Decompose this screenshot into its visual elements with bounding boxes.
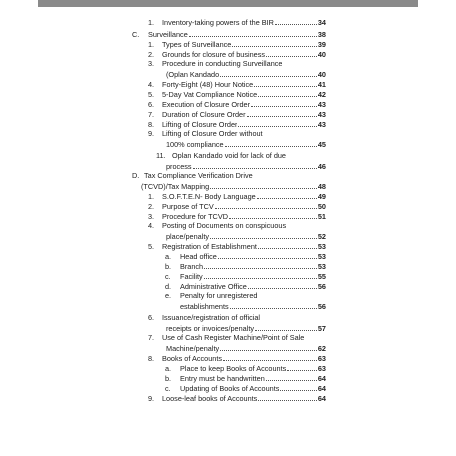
toc-entry[interactable]: [148, 99, 326, 109]
dot-leader: [238, 119, 316, 127]
toc-entry[interactable]: [166, 139, 326, 149]
toc-entry-page: 49: [317, 192, 326, 201]
dot-leader: [230, 301, 317, 309]
dot-leader: [223, 353, 317, 361]
toc-entry[interactable]: [165, 271, 326, 281]
toc-entry-label: Place to keep Books of Accounts: [180, 364, 287, 373]
toc-entry-number: 5.: [148, 242, 155, 251]
dot-leader: [215, 201, 317, 209]
dot-leader: [204, 271, 317, 279]
toc-entry[interactable]: [156, 151, 326, 161]
toc-entry[interactable]: [166, 231, 326, 241]
toc-entry-page: 45: [317, 140, 326, 149]
toc-entry-label: Oplan Kandado void for lack of due: [172, 151, 286, 160]
toc-entry-number: 5.: [148, 90, 155, 99]
toc-entry-number: 3.: [148, 59, 155, 68]
dot-leader: [248, 281, 317, 289]
toc-entry[interactable]: [132, 171, 326, 181]
toc-entry-label: Procedure in conducting Surveillance: [162, 59, 283, 68]
toc-entry-label: Tax Compliance Verification Drive: [144, 171, 253, 180]
toc-entry-page: 46: [317, 162, 326, 171]
toc-entry-number: 8.: [148, 354, 155, 363]
dot-leader: [258, 89, 317, 97]
toc-entry-number: b.: [165, 374, 172, 383]
toc-entry-page: 57: [317, 324, 326, 333]
toc-entry-label: (Oplan Kandado: [166, 70, 220, 79]
toc-entry[interactable]: [165, 363, 326, 373]
dot-leader: [220, 343, 317, 351]
toc-entry[interactable]: [148, 221, 326, 231]
toc-entry[interactable]: [148, 241, 326, 251]
toc-entry[interactable]: [165, 251, 326, 261]
toc-entry-page: 42: [317, 90, 326, 99]
toc-entry[interactable]: [148, 393, 326, 403]
toc-entry-page: 34: [317, 18, 326, 27]
toc-entry-page: 53: [317, 252, 326, 261]
dot-leader: [266, 373, 317, 381]
toc-entry-label: Grounds for closure of business: [162, 50, 266, 59]
toc-entry[interactable]: [148, 191, 326, 201]
toc-entry-label: establishments: [180, 302, 229, 311]
toc-entry-label: Loose-leaf books of Accounts: [162, 394, 258, 403]
toc-entry-label: (TCVD)/Tax Mapping: [141, 182, 210, 191]
toc-entry[interactable]: [148, 129, 326, 139]
toc-entry-label: Surveillance: [148, 30, 188, 39]
dot-leader: [218, 251, 317, 259]
toc-entry-page: 43: [317, 120, 326, 129]
toc-entry[interactable]: [148, 201, 326, 211]
toc-entry-number: a.: [165, 252, 172, 261]
toc-entry-page: 56: [317, 302, 326, 311]
dot-leader: [255, 323, 317, 331]
toc-entry-label: Administrative Office: [180, 282, 247, 291]
toc-entry-label: Posting of Documents on conspicuous: [162, 221, 287, 230]
toc-entry-number: 9.: [148, 394, 155, 403]
toc-entry-page: 40: [317, 70, 326, 79]
dot-leader: [275, 17, 317, 25]
toc-entry-page: 63: [317, 364, 326, 373]
toc-entry[interactable]: [166, 343, 326, 353]
toc-entry-page: 51: [317, 212, 326, 221]
toc-entry[interactable]: [148, 59, 326, 69]
toc-entry[interactable]: [165, 281, 326, 291]
toc-entry-label: Lifting of Closure Order without: [162, 129, 263, 138]
toc-entry-label: Books of Accounts: [162, 354, 223, 363]
toc-entry-number: 2.: [148, 50, 155, 59]
toc-entry-number: C.: [132, 30, 140, 39]
dot-leader: [247, 109, 317, 117]
toc-entry[interactable]: [165, 383, 326, 393]
toc-entry-number: c.: [165, 384, 171, 393]
dot-leader: [193, 161, 317, 169]
toc-entry[interactable]: [148, 17, 326, 27]
toc-entry-number: 6.: [148, 313, 155, 322]
toc-entry-label: Types of Surveillance: [162, 40, 232, 49]
toc-entry-page: 43: [317, 100, 326, 109]
toc-entry-number: 4.: [148, 80, 155, 89]
toc-entry[interactable]: [165, 261, 326, 271]
toc-entry-label: 5-Day Vat Compliance Notice: [162, 90, 258, 99]
dot-leader: [210, 181, 317, 189]
toc-entry-label: Head office: [180, 252, 217, 261]
toc-entry-label: Inventory-taking powers of the BIR: [162, 18, 274, 27]
toc-entry-page: 48: [317, 182, 326, 191]
toc-entry-page: 53: [317, 262, 326, 271]
toc-entry-number: 2.: [148, 202, 155, 211]
toc-entry-page: 53: [317, 242, 326, 251]
toc-entry[interactable]: [148, 49, 326, 59]
toc-entry-page: 63: [317, 354, 326, 363]
toc-entry-number: 6.: [148, 100, 155, 109]
toc-entry-number: 7.: [148, 110, 155, 119]
dot-leader: [251, 99, 317, 107]
toc-entry-page: 38: [317, 30, 326, 39]
dot-leader: [257, 191, 317, 199]
toc-entry[interactable]: [166, 69, 326, 79]
toc-entry-number: 1.: [148, 192, 155, 201]
toc-entry[interactable]: [180, 301, 326, 311]
toc-entry-number: d.: [165, 282, 172, 291]
toc-entry[interactable]: [148, 313, 326, 323]
toc-entry-page: 41: [317, 80, 326, 89]
toc-entry-label: Facility: [180, 272, 203, 281]
toc-entry-label: Use of Cash Register Machine/Point of Sale: [162, 333, 305, 342]
toc-entry[interactable]: [141, 181, 326, 191]
dot-leader: [266, 49, 317, 57]
dot-leader: [229, 211, 317, 219]
toc-entry-page: 64: [317, 384, 326, 393]
toc-entry[interactable]: [166, 161, 326, 171]
toc-entry-label: Entry must be handwritten: [180, 374, 265, 383]
toc-entry[interactable]: [148, 119, 326, 129]
toc-entry-page: 39: [317, 40, 326, 49]
toc-entry-page: 43: [317, 110, 326, 119]
toc-entry-label: Lifting of Closure Order: [162, 120, 238, 129]
toc-entry[interactable]: [165, 291, 326, 301]
toc-entry[interactable]: [165, 373, 326, 383]
toc-entry-label: 100% compliance: [166, 140, 224, 149]
toc-entry-number: 7.: [148, 333, 155, 342]
toc-entry-number: b.: [165, 262, 172, 271]
toc-entry-number: c.: [165, 272, 171, 281]
toc-entry[interactable]: [148, 39, 326, 49]
toc-entry-page: 52: [317, 232, 326, 241]
toc-entry-page: 62: [317, 344, 326, 353]
toc-entry-page: 64: [317, 374, 326, 383]
toc-entry-page: 55: [317, 272, 326, 281]
dot-leader: [204, 261, 317, 269]
toc-entry[interactable]: [132, 29, 326, 39]
toc-entry[interactable]: [148, 89, 326, 99]
toc-entry-number: a.: [165, 364, 172, 373]
toc-entry-label: Registration of Establishment: [162, 242, 257, 251]
toc-entry-number: 1.: [148, 40, 155, 49]
toc-entry-label: Branch: [180, 262, 204, 271]
toc-entry[interactable]: [148, 333, 326, 343]
toc-entry[interactable]: [148, 211, 326, 221]
toc-entry-label: Duration of Closure Order: [162, 110, 246, 119]
toc-entry-page: 40: [317, 50, 326, 59]
toc-entry-label: place/penalty: [166, 232, 210, 241]
dot-leader: [189, 29, 317, 37]
toc-entry-number: 4.: [148, 221, 155, 230]
dot-leader: [232, 39, 317, 47]
toc-entry-number: e.: [165, 291, 172, 300]
dot-leader: [280, 383, 316, 391]
toc-entry-label: Penalty for unregistered: [180, 291, 258, 300]
toc-entry[interactable]: [148, 79, 326, 89]
toc-entry-label: S.O.F.T.E.N- Body Language: [162, 192, 256, 201]
toc-entry-label: Machine/penalty: [166, 344, 220, 353]
dot-leader: [254, 79, 317, 87]
toc-entry-label: Procedure for TCVD: [162, 212, 228, 221]
toc-entry-label: Purpose of TCV: [162, 202, 214, 211]
toc-entry-number: 8.: [148, 120, 155, 129]
toc-entry-label: receipts or invoices/penalty: [166, 324, 255, 333]
toc-entry-page: 56: [317, 282, 326, 291]
dot-leader: [220, 69, 317, 77]
toc-entry[interactable]: [148, 353, 326, 363]
toc-entry-number: 9.: [148, 129, 155, 138]
dot-leader: [287, 363, 317, 371]
toc-entry[interactable]: [148, 109, 326, 119]
toc-entry-label: Forty-Eight (48) Hour Notice: [162, 80, 254, 89]
toc-entry-label: process: [166, 162, 192, 171]
dot-leader: [258, 393, 317, 401]
toc-entry-number: 11.: [156, 151, 166, 160]
dot-leader: [225, 139, 317, 147]
toc-entry-number: 1.: [148, 18, 155, 27]
toc-entry-label: Issuance/registration of official: [162, 313, 261, 322]
toc-entry[interactable]: [166, 323, 326, 333]
toc-entry-number: D.: [132, 171, 140, 180]
dot-leader: [210, 231, 317, 239]
toc-entry-label: Execution of Closure Order: [162, 100, 251, 109]
toc-entry-page: 50: [317, 202, 326, 211]
toc-entry-page: 64: [317, 394, 326, 403]
toc-entry-number: 3.: [148, 212, 155, 221]
dot-leader: [258, 241, 317, 249]
toc-entry-label: Updating of Books of Accounts: [180, 384, 280, 393]
